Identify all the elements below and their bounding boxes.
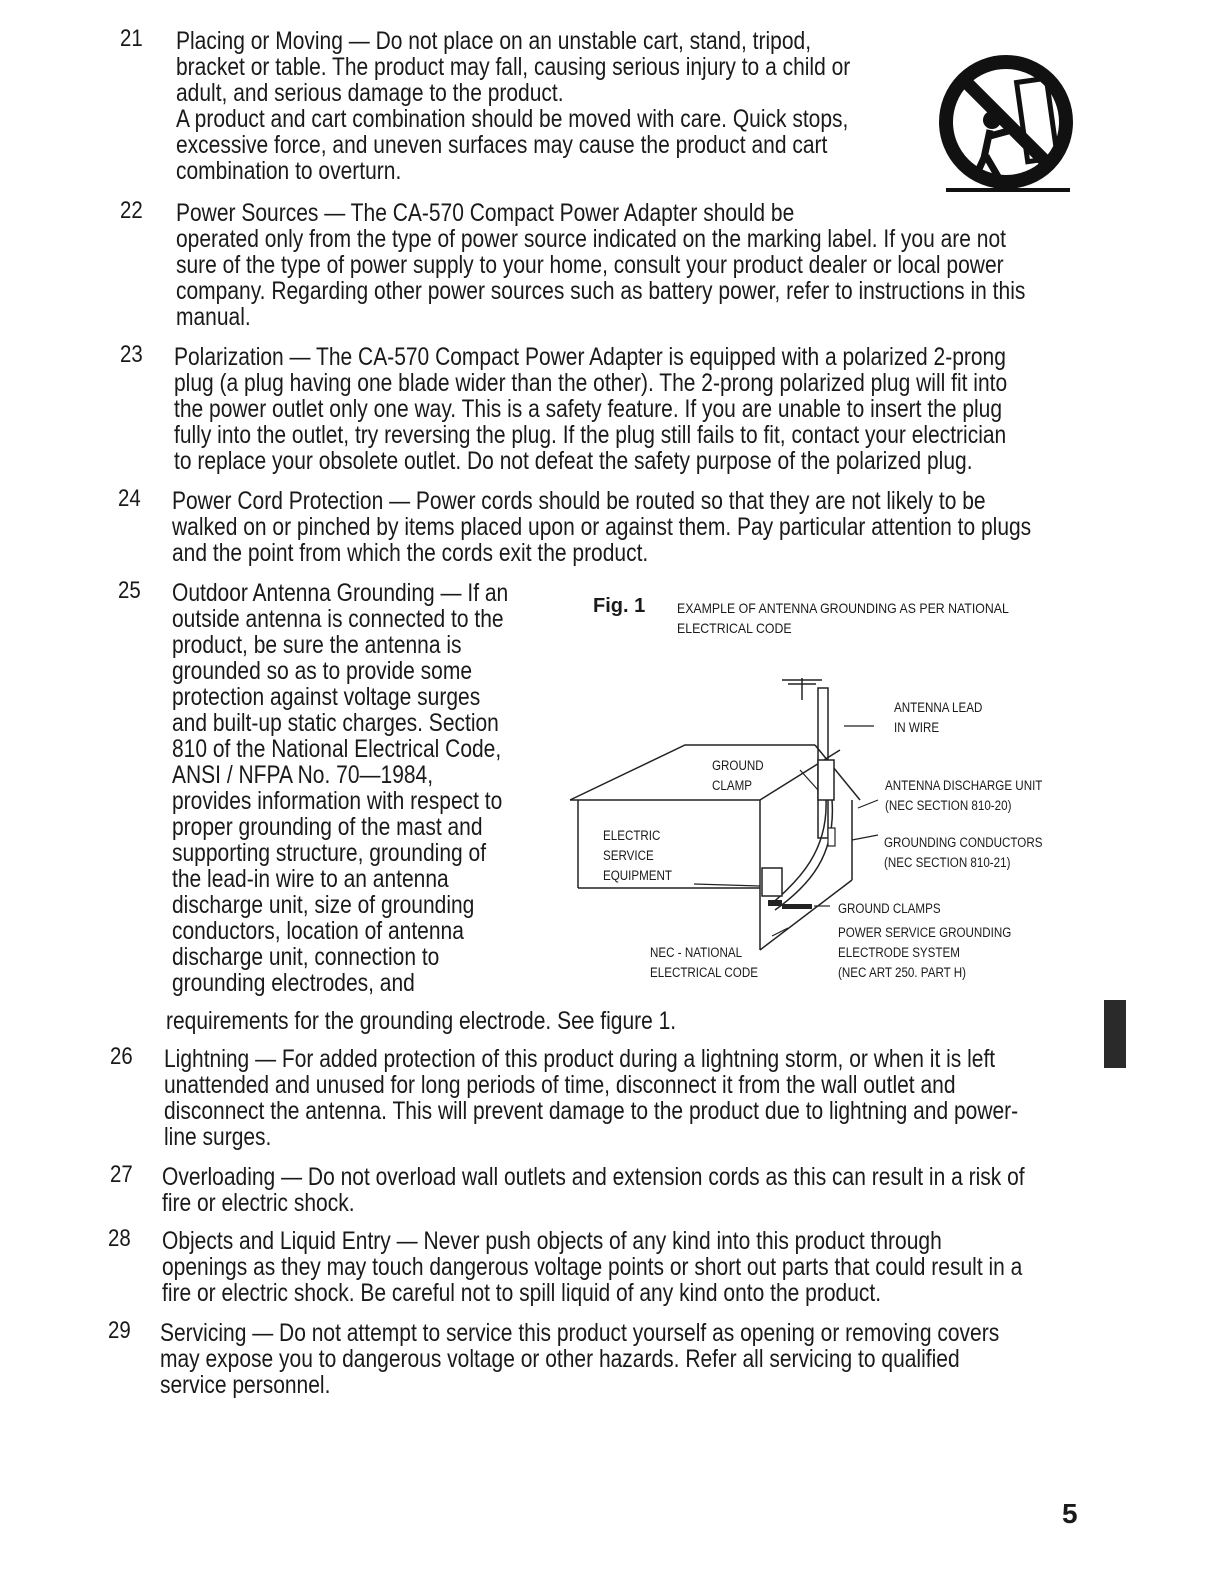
item-text: Polarization — The CA-570 Compact Power Adapter is equipped with a polarized 2-prong plug (a plug having one blade wider than the other). The 2-prong polarized plug will fit into the power outlet only one way. This is a safety feature. If you are unable to insert the plug fully into the outlet, try reversing the plug. If the plug still fails to fit, contact your electrician to replace your obsolete outlet. Do not defeat the safety purpose of the polarized plug.: [174, 343, 1008, 475]
item-text: Power Cord Protection — Power cords should be routed so that they are not likely to be walked on or pinched by items placed upon or against them. Pay particular attention to plugs and the point from which the cords exit the product.: [172, 487, 1032, 567]
item-text: Outdoor Antenna Grounding — If an outside antenna is connected to the product, be sure the antenna is grounded so as to provide some protection against voltage surges and built-up static charges. Section 810 of the National Electrical Code, ANSI / NFPA No. 70—1984, provides information with respect to proper grounding of the mast and supporting structure, grounding of the lead-in wire to an antenna discharge unit, size of grounding conductors, location of antenna discharge unit, connection to grounding electrodes, and: [172, 579, 509, 997]
figure-caption: EXAMPLE OF ANTENNA GROUNDING AS PER NATIONAL ELECTRICAL CODE: [677, 600, 1009, 636]
page-number: 5: [1062, 1498, 1078, 1529]
cart-tipover-warning-icon: [934, 40, 1074, 200]
grounding-conductors-label: GROUNDING CONDUCTORS (NEC SECTION 810-21): [884, 835, 1043, 870]
item-text: Overloading — Do not overload wall outlets and extension cords as this can result in a risk of fire or electric shock.: [162, 1163, 1025, 1217]
item-text: Servicing — Do not attempt to service this product yourself as opening or removing covers may expose you to dangerous voltage or other hazards. Refer all servicing to qualified service personnel.: [160, 1319, 1000, 1399]
figure-label: Fig. 1: [593, 595, 646, 617]
discharge-unit-label: ANTENNA DISCHARGE UNIT (NEC SECTION 810-20): [885, 778, 1043, 813]
item-text: Objects and Liquid Entry — Never push objects of any kind into this product through openings as they may touch dangerous voltage points or short out parts that could result in a fire or electric shock. Be careful not to spill liquid of any kind onto the product.: [162, 1227, 1023, 1307]
item-number: 23: [120, 341, 143, 368]
nec-label: NEC - NATIONAL ELECTRICAL CODE: [650, 945, 758, 980]
electric-service-label: ELECTRIC SERVICE EQUIPMENT: [603, 828, 673, 883]
power-service-label: POWER SERVICE GROUNDING ELECTRODE SYSTEM (NEC ART 250. PART H): [838, 925, 1012, 980]
item-number: 21: [120, 25, 143, 52]
ground-clamp-label: GROUND CLAMP: [712, 758, 764, 793]
item-text: Lightning — For added protection of this product during a lightning storm, or when it is left unattended and unused for long periods of time, disconnect it from the wall outlet and disconnect the antenna. This will prevent damage to the product due to lightning and power- line surges.: [164, 1045, 1019, 1151]
item-number: 28: [108, 1225, 131, 1252]
item-text: Power Sources — The CA-570 Compact Power Adapter should be operated only from the type of power source indicated on the marking label. If you are not sure of the type of power supply to your home, consult your product dealer or local power company. Regarding other power sources such as battery power, refer to instructions in this manual.: [176, 199, 1026, 331]
ground-clamps-label: GROUND CLAMPS: [838, 901, 941, 916]
section-tab-marker: [1104, 1000, 1126, 1068]
item-number: 26: [110, 1043, 133, 1070]
item-text-continued: requirements for the grounding electrode. See figure 1.: [166, 1007, 677, 1035]
item-number: 22: [120, 197, 143, 224]
item-text: Placing or Moving — Do not place on an unstable cart, stand, tripod, bracket or table. The product may fall, causing serious injury to a child or adult, and serious damage to the product. A product and cart combination should be moved with care. Quick stops, excessive force, and uneven surfaces may cause the product and cart combination to overturn.: [176, 27, 851, 185]
item-number: 27: [110, 1161, 133, 1188]
item-number: 25: [118, 577, 141, 604]
item-number: 24: [118, 485, 141, 512]
antenna-lead-label: ANTENNA LEAD IN WIRE: [894, 700, 983, 735]
item-number: 29: [108, 1317, 131, 1344]
